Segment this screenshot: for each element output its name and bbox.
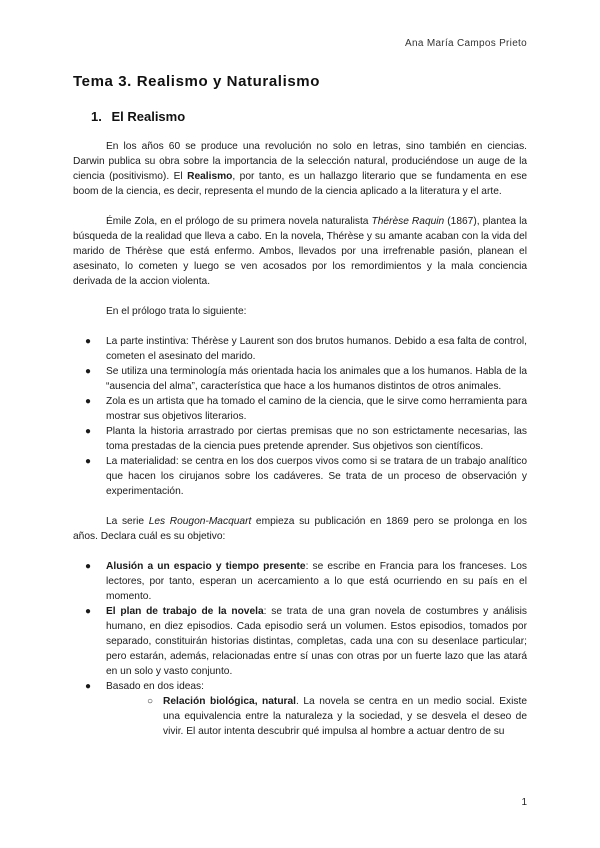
document-title: Tema 3. Realismo y Naturalismo [73,73,320,90]
paragraph-intro: En los años 60 se produce una revolución no solo en letras, sino también en ciencias. Darwin publica su obra sobre la importancia de la selección natural, produciéndose un auge de la ciencia (positivismo). El Realismo, por tanto, es un hallazgo literario que se fundamenta en ese boom de la ciencia, es decir, representa el mundo de la ciencia aplicado a la literatura y el arte. [73,141,527,197]
paragraph-prologue-intro: En el prólogo trata lo siguiente: [106,306,247,317]
bullet-icon: ● [85,426,92,437]
section-number: 1. [91,109,102,124]
bullet-icon: ● [85,456,92,467]
list-item: ● La parte instintiva: Thérèse y Laurent son dos brutos humanos. Debido a esa falta de control, cometen el asesinato del marido. [85,336,527,362]
bullet-icon: ● [85,396,92,407]
list-item: ● La materialidad: se centra en los dos cuerpos vivos como si se tratara de un trabajo analítico que hacen los cirujanos sobre los cadáveres. Se trata de un proceso de observación y experimentación. [85,456,527,497]
list-item: ● Basado en dos ideas: ○ Relación biológica, natural. La novela se centra en un medio social. Existe una equivalencia entre la naturaleza y la sociedad, y se desvela el deseo de vivir. El autor intenta descubrir qué impulsa al hombre a actuar dentro de su [85,681,527,737]
bullet-icon: ● [85,561,92,572]
section-heading [91,109,185,124]
rougon-macquart-title: Les Rougon-Macquart [148,516,252,527]
document-body [73,139,527,754]
therese-raquin-title: Thérèse Raquin [371,216,445,227]
bullet-icon: ● [85,336,92,347]
list-item: ● Planta la historia arrastrado por ciertas premisas que no son estrictamente necesarias, las toma prestadas de la ciencia pues pretende aprender. Sus objetivos son científicos. [85,426,527,452]
bullet-icon: ● [85,606,92,617]
paragraph-zola: Émile Zola, en el prólogo de su primera novela naturalista Thérèse Raquin (1867), plantea la búsqueda de la realidad que lleva a cabo. En la novela, Thérèse y su amante acaban con la vida del marido de Thérèse que está enfermo. Ambos, llevados por una irrefrenable pasión, planean el asesinato, lo cometen y luego se ven acosados por los remordimientos y la mala conciencia derivada de la accion violenta. [73,216,527,287]
page-number: 1 [521,797,527,808]
bullet-icon: ● [85,681,92,692]
list-item: ● Se utiliza una terminología más orientada hacia los animales que a los humanos. Habla de la “ausencia del alma”, característica que hace a los humanos distintos de otros animales. [85,366,527,392]
list-item: ● El plan de trabajo de la novela: se trata de una gran novela de costumbres y análisis humano, en diez episodios. Cada episodio será un volumen. Estos episodios, tomados por separado, constituirán historias distintas, completas, cada una con su desenlace particular; pero estarán, además, relacionadas entre sí unas con otras por un fuerte lazo que las atará en un solo y vasto conjunto. [85,606,527,677]
list-item: ● Alusión a un espacio y tiempo presente: se escribe en Francia para los franceses. Los lectores, por tanto, esperan un acercamiento a lo que está ocurriendo en su país en el momento. [85,561,527,602]
header-author: Ana María Campos Prieto [405,38,527,49]
sub-bullet-icon: ○ [147,696,154,707]
sub-list-item: ○ Relación biológica, natural. La novela se centra en un medio social. Existe una equivalencia entre la naturaleza y la sociedad, y se desvela el deseo de vivir. El autor intenta descubrir qué impulsa al hombre a actuar dentro de su [147,696,527,737]
objectives-list [73,559,527,739]
paragraph-rougon-macquart: La serie Les Rougon-Macquart empieza su publicación en 1869 pero se prolonga en los años. Declara cuál es su objetivo: [73,516,527,542]
bullet-icon: ● [85,366,92,377]
list-item: ● Zola es un artista que ha tomado el camino de la ciencia, que le sirve como herramienta para mostrar sus objetivos literarios. [85,396,527,422]
sub-list [106,694,527,739]
realismo-term: Realismo [187,171,233,182]
prologue-points-list [73,334,527,499]
section-title: El Realismo [111,109,186,124]
